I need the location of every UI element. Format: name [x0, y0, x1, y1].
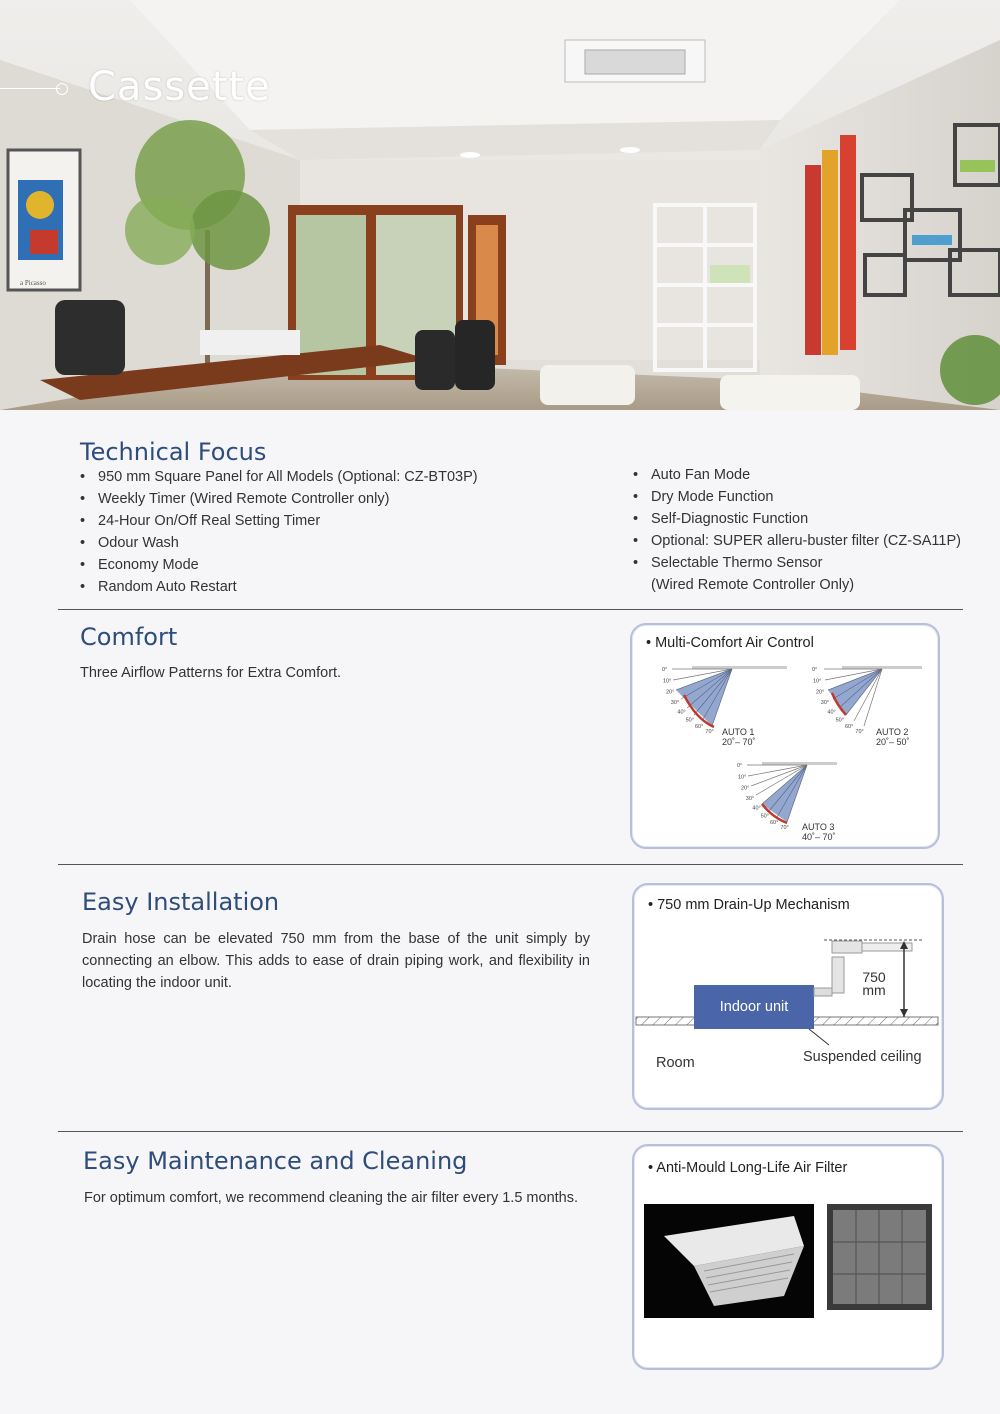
angle-tick-label: 60° — [695, 724, 704, 731]
ceiling-label: Suspended ceiling — [803, 1049, 922, 1065]
technical-focus-item — [80, 532, 560, 554]
height-unit: mm — [862, 982, 886, 998]
technical-focus-item-text: Random Auto Restart — [98, 579, 237, 595]
technical-focus-item-text: Auto Fan Mode — [651, 467, 751, 483]
auto-1-range: 20˚– 70˚ — [722, 737, 756, 747]
angle-tick-label: 30° — [670, 700, 680, 706]
height-value — [854, 971, 894, 997]
hero-photo — [0, 0, 1000, 410]
angle-tick-label: 10° — [663, 678, 672, 685]
height-number: 750 — [862, 969, 886, 985]
technical-focus-item — [80, 510, 560, 532]
painting-signature: a Picasso — [20, 279, 46, 287]
angle-tick-label: 30° — [745, 796, 755, 802]
technical-focus-item — [80, 554, 560, 576]
drain-up-diagram — [634, 885, 942, 1108]
technical-focus-list-left — [80, 466, 560, 598]
auto-3-label: AUTO 3 — [802, 822, 835, 832]
indoor-unit-label: Indoor unit — [719, 999, 789, 1015]
angle-tick-label: 20° — [666, 689, 675, 696]
title-leader-line — [0, 88, 60, 89]
divider — [58, 1131, 963, 1132]
filter-photo — [827, 1204, 932, 1310]
technical-focus-item-text: Odour Wash — [98, 535, 179, 551]
angle-tick-label: 40° — [677, 709, 686, 716]
comfort-text: Three Airflow Patterns for Extra Comfort. — [80, 665, 342, 681]
angle-tick-label: 60° — [770, 820, 779, 827]
technical-focus-item — [633, 552, 973, 574]
drain-up-panel-title: • 750 mm Drain-Up Mechanism — [648, 897, 850, 913]
bullet-icon: • — [80, 469, 86, 485]
technical-focus-item — [80, 576, 560, 598]
technical-focus-item-text: Self-Diagnostic Function — [651, 511, 809, 527]
air-filter-panel-title: • Anti-Mould Long-Life Air Filter — [648, 1160, 848, 1176]
maintenance-heading: Easy Maintenance and Cleaning — [83, 1147, 468, 1175]
bullet-icon: • — [80, 579, 86, 595]
angle-tick-label: 10° — [813, 678, 822, 685]
multi-comfort-panel — [630, 623, 940, 849]
angle-tick-label: 40° — [752, 805, 761, 812]
divider — [58, 609, 963, 610]
auto-2-range: 20˚– 50˚ — [876, 737, 910, 747]
angle-tick-label: 50° — [760, 813, 769, 820]
angle-tick-label: 30° — [820, 700, 830, 706]
bullet-icon: • — [633, 467, 639, 483]
angle-tick-label: 50° — [685, 717, 694, 724]
bullet-icon: • — [633, 489, 639, 505]
angle-tick-label: 40° — [827, 709, 836, 716]
angle-tick-label: 0° — [662, 667, 668, 673]
bullet-icon: • — [80, 491, 86, 507]
angle-tick-label: 70° — [855, 729, 864, 735]
technical-focus-heading: Technical Focus — [80, 438, 267, 466]
angle-tick-label: 70° — [780, 825, 789, 831]
airflow-pattern-auto-3 — [747, 762, 837, 842]
angle-tick-label: 50° — [835, 717, 844, 724]
technical-focus-item — [633, 486, 973, 508]
bullet-icon: • — [80, 557, 86, 573]
technical-focus-note: (Wired Remote Controller Only) — [651, 577, 855, 593]
auto-1-label: AUTO 1 — [722, 727, 755, 737]
bullet-icon: • — [80, 513, 86, 529]
comfort-heading: Comfort — [80, 623, 178, 651]
technical-focus-item — [633, 530, 973, 552]
technical-focus-item-text: 24-Hour On/Off Real Setting Timer — [98, 513, 321, 529]
bullet-icon: • — [633, 533, 639, 549]
angle-tick-label: 60° — [845, 724, 854, 731]
air-filter-panel — [632, 1144, 944, 1370]
installation-text: Drain hose can be elevated 750 mm from the base of the unit simply by connecting an elbow. This adds to ease of drain piping work, and flexibility in locating the indoor unit. — [82, 931, 590, 991]
air-filter-photos — [634, 1146, 942, 1368]
angle-tick-label: 0° — [737, 763, 743, 769]
airflow-pattern-auto-2 — [824, 666, 922, 747]
page-title: Cassette — [88, 64, 271, 110]
angle-tick-label: 0° — [812, 667, 818, 673]
angle-tick-label: 20° — [816, 689, 825, 696]
angle-tick-label: 70° — [705, 729, 714, 735]
auto-2-label: AUTO 2 — [876, 727, 909, 737]
drain-up-panel — [632, 883, 944, 1110]
bullet-icon: • — [80, 535, 86, 551]
technical-focus-item — [80, 488, 560, 510]
technical-focus-item-text: Dry Mode Function — [651, 489, 774, 505]
installation-heading: Easy Installation — [82, 888, 280, 916]
technical-focus-list-right — [633, 464, 973, 574]
technical-focus-item — [633, 508, 973, 530]
airflow-diagram — [632, 625, 938, 847]
technical-focus-item-text: Economy Mode — [98, 557, 199, 573]
technical-focus-item-text: Selectable Thermo Sensor — [651, 555, 823, 571]
technical-focus-item-text: 950 mm Square Panel for All Models (Optional: CZ-BT03P) — [98, 469, 478, 485]
office-scene-illustration — [0, 0, 1000, 410]
bullet-icon: • — [633, 555, 639, 571]
technical-focus-item-text: Weekly Timer (Wired Remote Controller only) — [98, 491, 390, 507]
technical-focus-item — [633, 464, 973, 486]
divider — [58, 864, 963, 865]
bullet-icon: • — [633, 511, 639, 527]
angle-tick-label: 10° — [738, 774, 747, 781]
title-leader-dot — [56, 83, 68, 95]
airflow-pattern-auto-1 — [672, 666, 787, 747]
open-cassette-photo — [644, 1204, 814, 1318]
multi-comfort-panel-title: • Multi-Comfort Air Control — [646, 635, 814, 651]
room-label: Room — [656, 1055, 695, 1071]
technical-focus-item-text: Optional: SUPER alleru-buster filter (CZ-SA11P) — [651, 533, 961, 549]
angle-tick-label: 20° — [741, 785, 750, 792]
technical-focus-item — [80, 466, 560, 488]
maintenance-text: For optimum comfort, we recommend cleaning the air filter every 1.5 months. — [84, 1190, 578, 1206]
auto-3-range: 40˚– 70˚ — [802, 832, 836, 842]
